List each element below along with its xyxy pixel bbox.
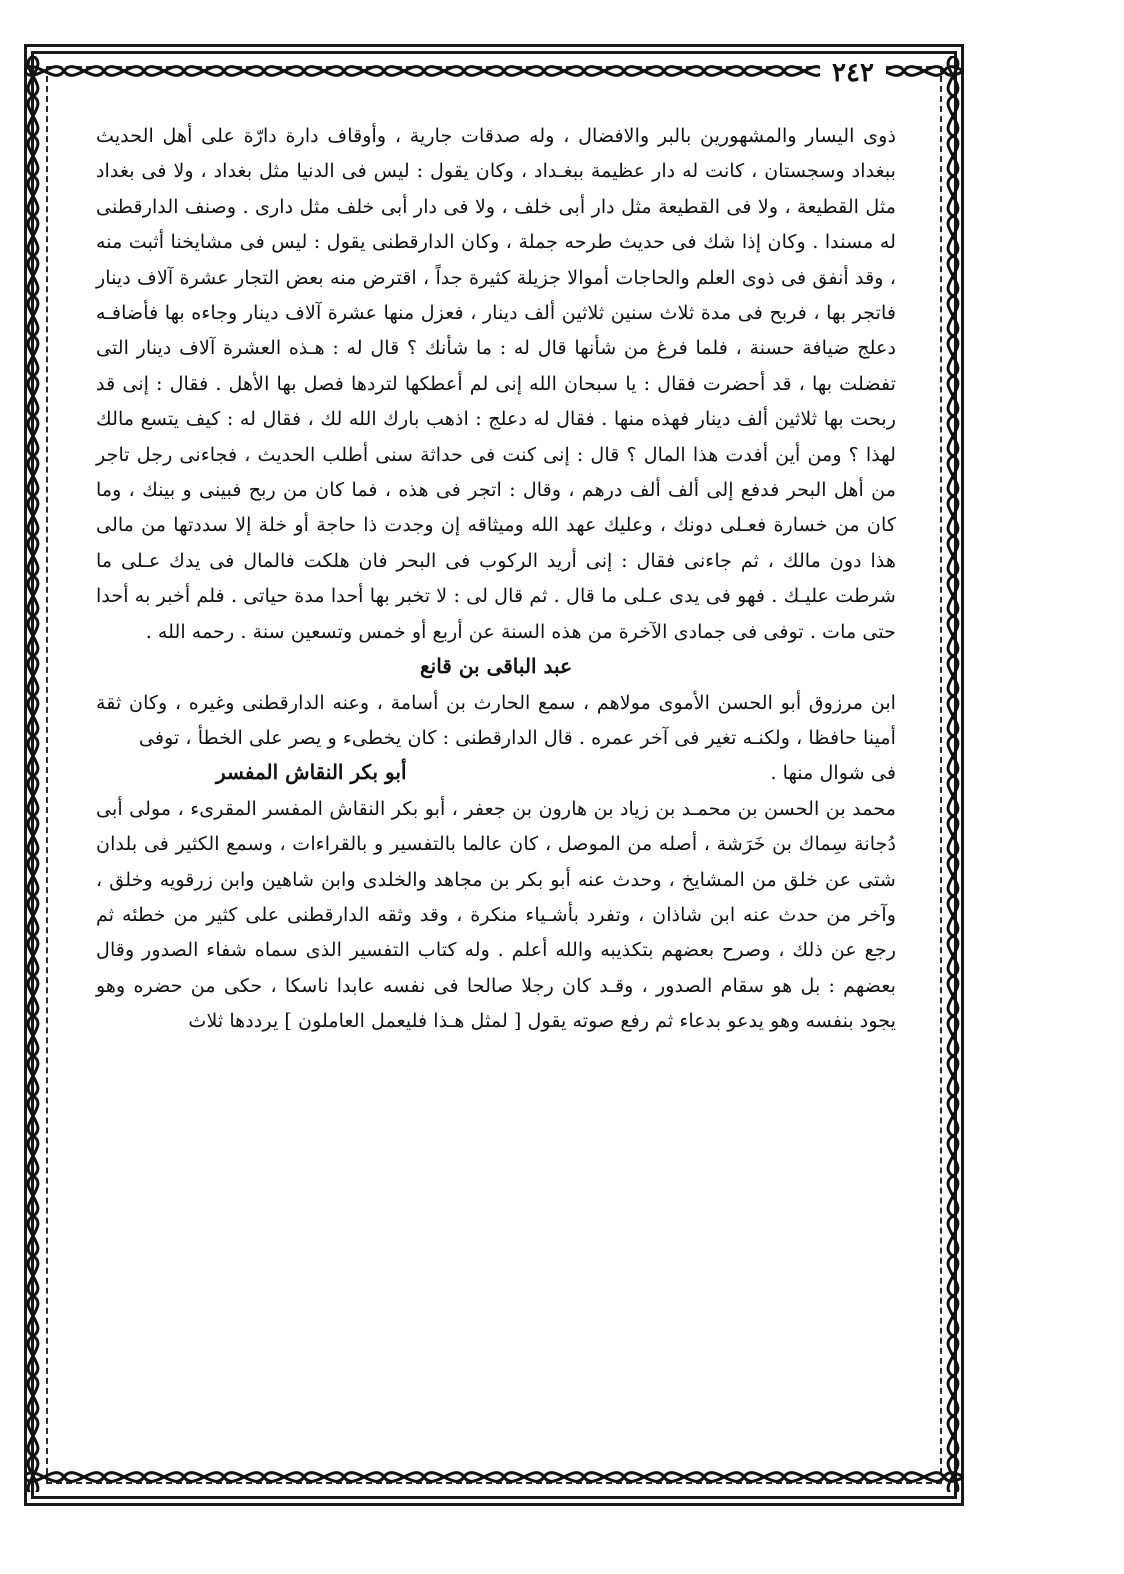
heading-naqqash: أبو بكر النقاش المفسر: [216, 760, 407, 785]
paragraph-abd-al-baqi: ابن مرزوق أبو الحسن الأموى مولاهم ، سمع الحارث بن أسامة ، وعنه الدارقطنى وغيره ، وكان ثقة أمينا حافظا ، ولكنـه تغير فى آخر عمره . قال الدارقطنى : كان يخطىء و يصر على الخطأ ، توفى: [96, 690, 896, 749]
ornamental-border-bottom: [24, 1462, 964, 1492]
ornamental-border-right: [936, 56, 970, 1492]
page-body: [96, 118, 896, 1039]
heading-abd-al-baqi: عبد الباقى بن قانع: [419, 654, 573, 679]
paragraph-dalaj: ذوى اليسار والمشهورين بالبر والافضال ، وله صدقات جارية ، وأوقاف دارة دارّة على أهل الحديث ببغداد وسجستان ، كانت له دار عظيمة ببغـداد ، وكان يقول : ليس فى الدنيا مثل بغداد ، ولا فى بغداد مثل القطيعة ، ولا فى القطيعة مثل دار أبى خلف ، ولا فى دار أبى خلف مثل دارى . وصنف الدارقطنى له مسندا . وكان إذا شك فى حديث طرحه جملة ، وكان الدارقطنى يقول : ليس فى مشايخنا أثبت منه ، وقد أنفق فى ذوى العلم والحاجات أموالا جزيلة كثيرة جداً ، اقترض منه بعض التجار عشرة آلاف دينار فاتجر بها ، فربح فى مدة ثلاث سنين ثلاثين ألف دينار ، فعزل منها عشرة آلاف دينار وجاءه بها فأضافـه دعلج ضيافة حسنة ، فلما فرغ من شأنها قال له : ما شأنك ؟ قال له : هـذه العشرة آلاف دينار التى تفضلت بها ، قد أحضرت فقال : يا سبحان الله إنى لم أعطكها لتردها فصل بها الأهل . فقال : إنى قد ربحت بها ثلاثين ألف دينار فهذه منها . فقال له دعلج : اذهب بارك الله لك ، فقال له : كيف يتسع مالك لهذا ؟ ومن أين أفدت هذا المال ؟ قال : إنى كنت فى حداثة سنى أطلب الحديث ، فجاءنى رجل تاجر من أهل البحر فدفع إلى ألف ألف درهم ، وقال : اتجر فى هذه ، فما كان من ربح فبينى و بينك ، وما كان من خسارة فعـلى دونك ، وعليك عهد الله وميثاقه إن وجدت ذا حاجة أو خلة إلا سددتها من مالى هذا دون مالك ، ثم جاءنى فقال : إنى أريد الركوب فى البحر فان هلكت فالمال فى يدك عـلى ما شرطت عليـك . فهو فى يدى عـلى ما قال . ثم قال لى : لا تخبر بها أحدا مدة حياتى . فلم أخبر به أحدا حتى مات . توفى فى جمادى الآخرة من هذه السنة عن أربع أو خمس وتسعين سنة . رحمه الله .: [96, 124, 896, 643]
ornamental-border-left: [16, 56, 50, 1492]
page-number: ٢٤٢: [820, 56, 886, 90]
paragraph-abd-al-baqi-end: فى شوال منها .: [770, 761, 896, 785]
paragraph-naqqash: محمد بن الحسن بن محمـد بن زياد بن هارون بن جعفر ، أبو بكر النقاش المفسر المقرىء ، مولى أبى دُجانة سِماك بن خَرَشة ، أصله من الموصل ، كان عالما بالتفسير و بالقراءات ، وسمع الكثير فى بلدان شتى عن خلق من المشايخ ، وحدث عنه أبو بكر بن مجاهد والخلدى وابن شاهين وابن زرقويه وخلق ، وآخر من حدث عنه ابن شاذان ، وتفرد بأشـياء منكرة ، وقد وثقه الدارقطنى على كثير من خطئه ثم رجع عن ذلك ، وصرح بعضهم بتكذيبه والله أعلم . وله كتاب التفسير الذى سماه شفاء الصدور وقال بعضهم : بل هو سقام الصدور ، وقـد كان رجلا صالحا فى نفسه عابدا ناسكا ، حكى من حضره وهو يجود بنفسه وهو يدعو بدعاء ثم رفع صوته يقول [ لمثل هـذا فليعمل العاملون ] يرددها ثلاث: [96, 796, 896, 1033]
line-with-inline-heading: [96, 755, 896, 790]
